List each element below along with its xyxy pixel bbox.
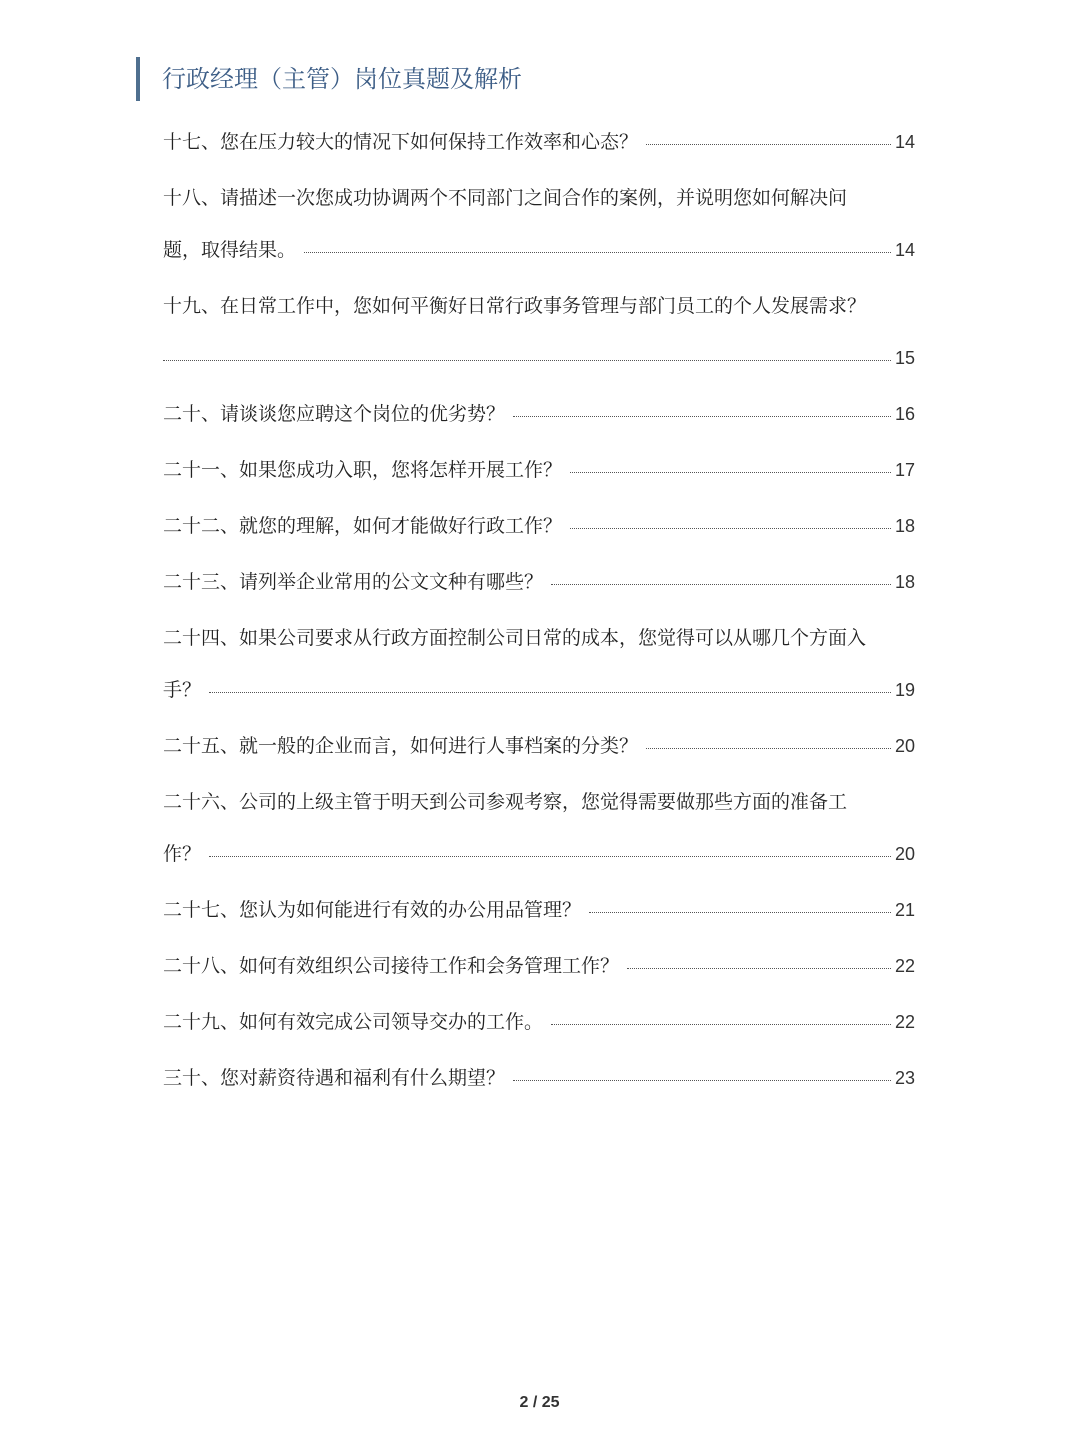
toc-entry-text: 二十九、如何有效完成公司领导交办的工作。	[163, 1011, 544, 1033]
dot-leader	[551, 1024, 891, 1025]
toc-page-number: 16	[894, 404, 915, 424]
toc-page-number: 14	[894, 240, 915, 260]
dot-leader	[513, 1080, 891, 1081]
toc-entry[interactable]	[163, 504, 915, 548]
toc-entry-text: 二十三、请列举企业常用的公文文种有哪些？	[163, 571, 544, 593]
document-header	[136, 57, 522, 101]
toc-entry-text: 作？	[163, 843, 202, 865]
toc-entry[interactable]	[163, 176, 915, 272]
toc-entry-text: 二十八、如何有效组织公司接待工作和会务管理工作？	[163, 955, 620, 977]
toc-entry-text: 三十、您对薪资待遇和福利有什么期望？	[163, 1067, 506, 1089]
toc-entry[interactable]	[163, 724, 915, 768]
toc-entry[interactable]	[163, 1056, 915, 1100]
toc-entry-text: 十九、在日常工作中，您如何平衡好日常行政事务管理与部门员工的个人发展需求？	[163, 295, 867, 317]
toc-entry-text: 二十七、您认为如何能进行有效的办公用品管理？	[163, 899, 582, 921]
dot-leader	[646, 748, 891, 749]
dot-leader	[513, 416, 891, 417]
toc-page-number: 20	[894, 844, 915, 864]
toc-page-number: 23	[894, 1068, 915, 1088]
dot-leader	[589, 912, 891, 913]
header-title: 行政经理（主管）岗位真题及解析	[162, 65, 522, 93]
toc-entry-text: 手？	[163, 679, 202, 701]
toc-entry-text: 二十、请谈谈您应聘这个岗位的优劣势？	[163, 403, 506, 425]
dot-leader	[209, 856, 891, 857]
toc-entry[interactable]	[163, 780, 915, 876]
toc-entry[interactable]	[163, 944, 915, 988]
toc-entry-text: 二十一、如果您成功入职，您将怎样开展工作？	[163, 459, 563, 481]
dot-leader	[551, 584, 891, 585]
toc-entry-text: 二十五、就一般的企业而言，如何进行人事档案的分类？	[163, 735, 639, 757]
toc-entry[interactable]	[163, 284, 915, 380]
toc-entry-text: 题，取得结果。	[163, 239, 297, 261]
toc-entry[interactable]	[163, 120, 915, 164]
toc-entry[interactable]	[163, 888, 915, 932]
dot-leader	[304, 252, 891, 253]
dot-leader	[570, 472, 891, 473]
toc-entry[interactable]	[163, 560, 915, 604]
toc-entry[interactable]	[163, 392, 915, 436]
dot-leader	[209, 692, 891, 693]
toc-entry-text: 十八、请描述一次您成功协调两个不同部门之间合作的案例，并说明您如何解决问	[163, 187, 848, 209]
dot-leader	[570, 528, 891, 529]
dot-leader	[163, 360, 891, 361]
table-of-contents	[163, 120, 915, 1112]
toc-page-number: 18	[894, 516, 915, 536]
toc-page-number: 18	[894, 572, 915, 592]
toc-entry[interactable]	[163, 616, 915, 712]
toc-page-number: 15	[894, 348, 915, 368]
toc-page-number: 17	[894, 460, 915, 480]
toc-page-number: 21	[894, 900, 915, 920]
toc-entry[interactable]	[163, 448, 915, 492]
dot-leader	[627, 968, 891, 969]
dot-leader	[646, 144, 891, 145]
toc-page-number: 14	[894, 132, 915, 152]
toc-page-number: 22	[894, 956, 915, 976]
toc-entry-text: 二十二、就您的理解，如何才能做好行政工作？	[163, 515, 563, 537]
page-indicator: 2 / 25	[519, 1394, 560, 1411]
toc-entry-text: 二十四、如果公司要求从行政方面控制公司日常的成本，您觉得可以从哪几个方面入	[163, 627, 867, 649]
toc-entry-text: 十七、您在压力较大的情况下如何保持工作效率和心态？	[163, 131, 639, 153]
toc-page-number: 19	[894, 680, 915, 700]
toc-page-number: 22	[894, 1012, 915, 1032]
toc-entry[interactable]	[163, 1000, 915, 1044]
toc-entry-text: 二十六、公司的上级主管于明天到公司参观考察，您觉得需要做那些方面的准备工	[163, 791, 848, 813]
toc-page-number: 20	[894, 736, 915, 756]
